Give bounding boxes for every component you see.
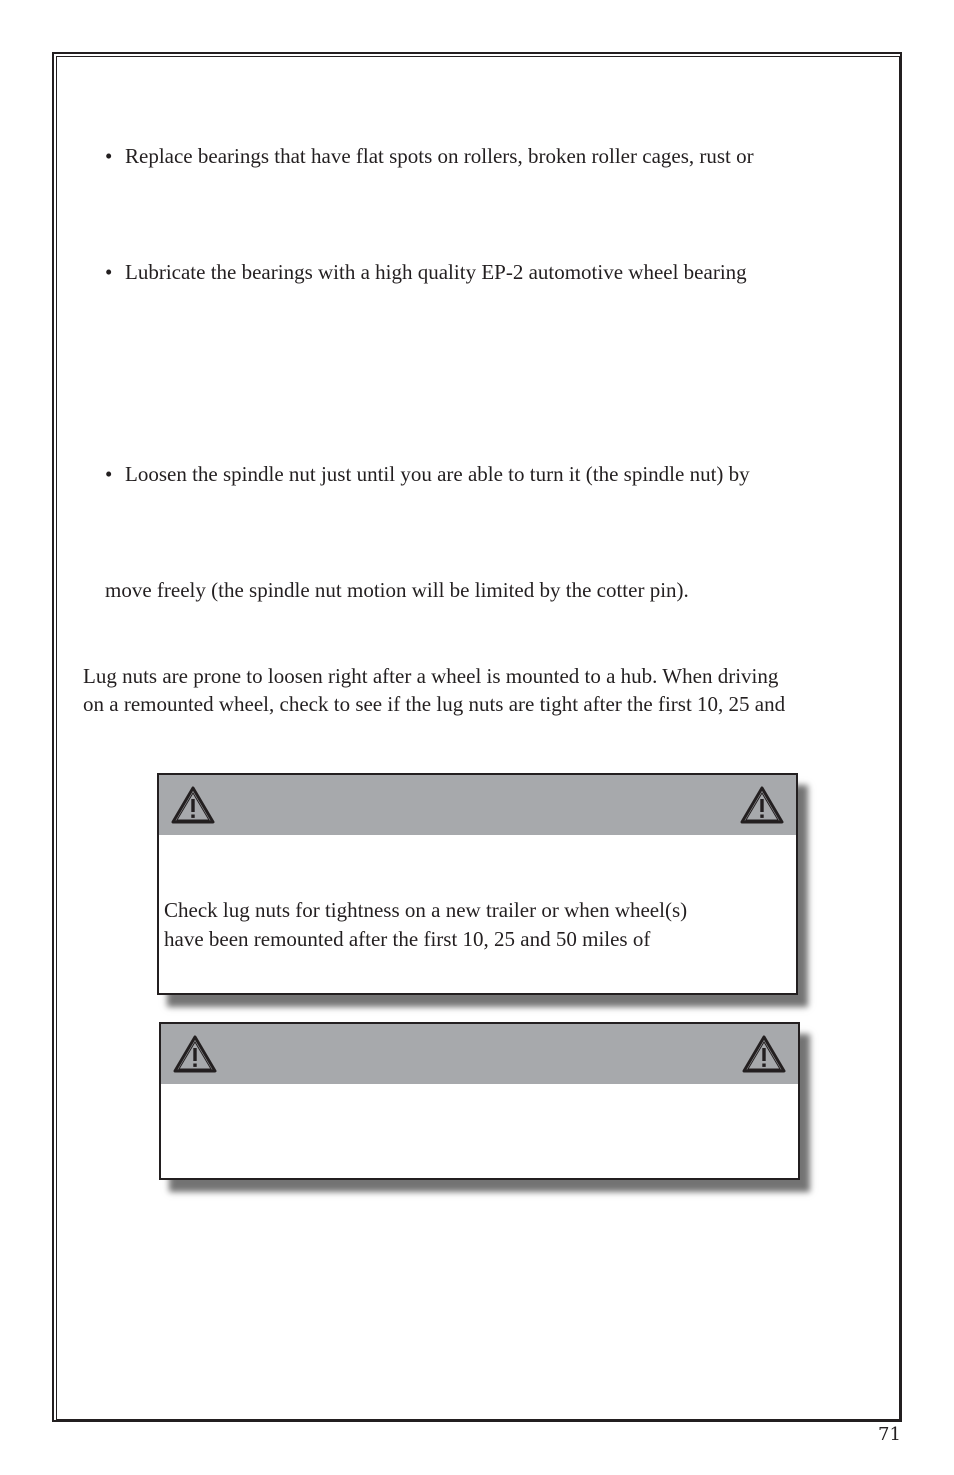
bullet-lubricate-bearings	[105, 258, 747, 286]
warning-header	[159, 775, 796, 835]
warning-text-line-2: have been remounted after the first 10, 25 and 50 miles of	[164, 927, 651, 951]
warning-box-2	[159, 1022, 800, 1180]
warning-triangle-icon	[171, 785, 215, 825]
bullet-marker: •	[105, 260, 113, 284]
warning-triangle-icon	[173, 1034, 217, 1074]
page-number: 71	[878, 1424, 901, 1445]
lug-nut-paragraph-line-1: Lug nuts are prone to loosen right after a wheel is mounted to a hub. When driving	[83, 664, 779, 688]
bullet-text: Lubricate the bearings with a high quality EP-2 automotive wheel bearing	[125, 260, 747, 284]
bullet-text: Loosen the spindle nut just until you are able to turn it (the spindle nut) by	[125, 462, 750, 486]
bullet-loosen-spindle-nut	[105, 460, 750, 488]
warning-box-lug-nuts	[157, 773, 798, 995]
warning-triangle-icon	[740, 785, 784, 825]
bullet-marker: •	[105, 144, 113, 168]
bullet-marker: •	[105, 462, 113, 486]
lug-nut-paragraph-line-2: on a remounted wheel, check to see if the lug nuts are tight after the first 10, 25 and	[83, 692, 786, 716]
warning-triangle-icon	[742, 1034, 786, 1074]
bullet-continuation-text: move freely (the spindle nut motion will be limited by the cotter pin).	[105, 578, 689, 602]
bullet-replace-bearings	[105, 142, 754, 170]
warning-text-line-1: Check lug nuts for tightness on a new trailer or when wheel(s)	[164, 898, 688, 922]
warning-header	[161, 1024, 798, 1084]
bullet-text: Replace bearings that have flat spots on rollers, broken roller cages, rust or	[125, 144, 754, 168]
